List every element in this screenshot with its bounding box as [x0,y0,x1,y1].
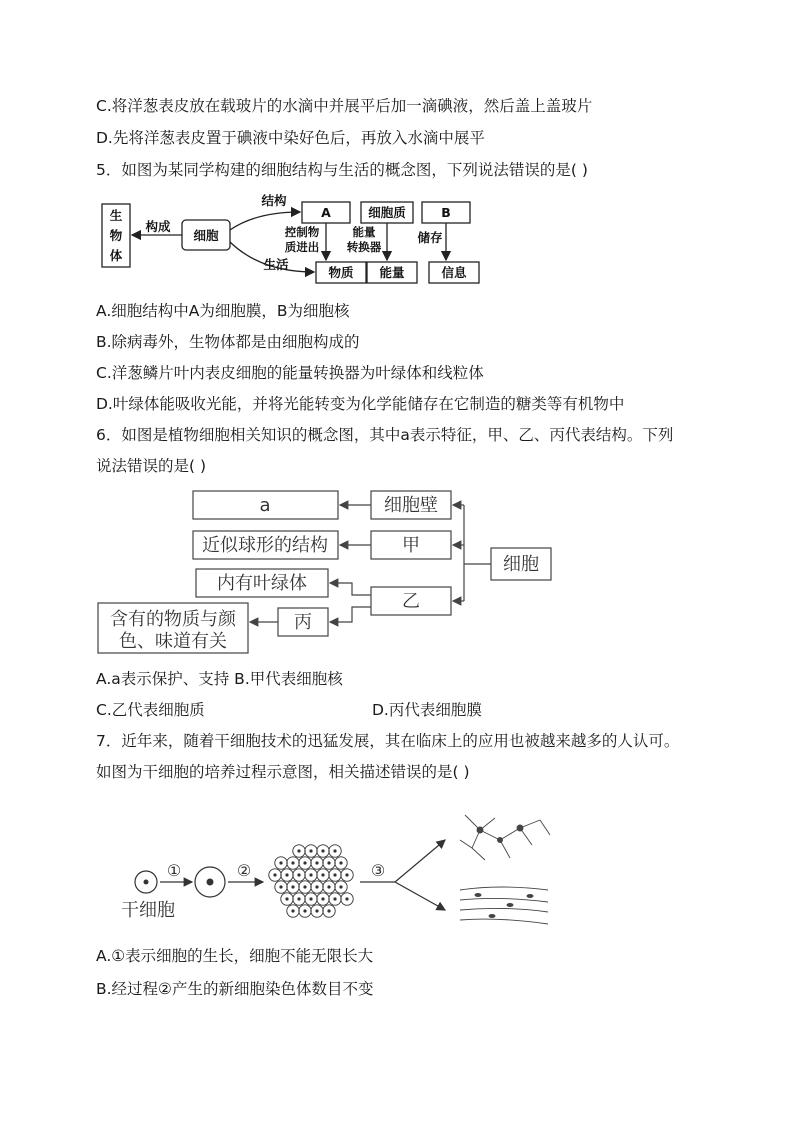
label-substance-2: 色、味道有关 [119,631,227,652]
stem-cell-label: 干细胞 [121,900,175,921]
cluster-nucleus [345,873,348,876]
organism-char-2: 物 [109,228,123,243]
label-matter: 物质 [328,265,354,280]
q7-option-b: B.经过程②产生的新细胞染色体数目不变 [96,980,374,998]
arrow-yi-bing [330,607,371,622]
cluster-nucleus [303,885,306,888]
cluster-nucleus [285,873,288,876]
label-cell: 细胞 [193,228,219,243]
label-cell: 细胞 [503,554,539,575]
cluster-nucleus [297,873,300,876]
q7-option-a: A.①表示细胞的生长，细胞不能无限长大 [96,947,374,965]
cluster-nucleus [321,873,324,876]
q7-stem-2: 如图为干细胞的培养过程示意图，相关描述错误的是( ) [96,763,470,781]
cluster-nucleus [279,885,282,888]
cluster-nucleus [291,861,294,864]
label-substance-1: 含有的物质与颜 [110,609,236,630]
step-2-label: ② [236,861,252,880]
q6-stem-1: 6．如图是植物细胞相关知识的概念图，其中a表示特征，甲、乙、丙代表结构。下列 [96,426,674,444]
cluster-nucleus [309,897,312,900]
cluster-nucleus [339,861,342,864]
cluster-nucleus [315,885,318,888]
arrow-to-nerve [395,840,445,882]
cluster-nucleus [285,897,288,900]
step-1-label: ① [166,861,182,880]
label-store: 储存 [417,230,443,245]
q5-option-b: B.除病毒外，生物体都是由细胞构成的 [96,333,360,351]
q4-option-d: D.先将洋葱表皮置于碘液中染好色后，再放入水滴中展平 [96,129,485,147]
q4-option-c: C.将洋葱表皮放在载玻片的水滴中并展平后加一滴碘液，然后盖上盖玻片 [96,97,593,115]
q6-option-c: C.乙代表细胞质 [96,701,205,719]
q5-option-d: D.叶绿体能吸收光能，并将光能转变为化学能储存在它制造的糖类等有机物中 [96,395,625,413]
label-bing: 丙 [294,612,312,633]
q6-stem-2: 说法错误的是( ) [96,457,207,475]
nerve-cells [460,815,550,860]
cluster-nucleus [333,897,336,900]
arrow-yi-chloro [330,583,371,595]
label-a: A [321,205,331,220]
cluster-nucleus [321,897,324,900]
label-life: 生活 [263,257,289,272]
label-energy-converter-2: 转换器 [346,240,382,254]
cluster-nucleus [291,909,294,912]
cluster-nucleus [345,897,348,900]
label-sphere: 近似球形的结构 [202,535,328,556]
label-structure: 结构 [261,193,287,208]
cluster-nucleus [333,849,336,852]
label-control-2: 质进出 [284,240,320,254]
cluster-nucleus [327,885,330,888]
organism-char-1: 生 [109,208,123,223]
cluster-nucleus [339,885,342,888]
label-energy: 能量 [379,265,405,280]
cluster-nucleus [327,909,330,912]
cluster-nucleus [297,849,300,852]
q5-stem: 5．如图为某同学构建的细胞结构与生活的概念图，下列说法错误的是( ) [96,161,588,179]
cluster-nucleus [309,849,312,852]
cluster-nucleus [315,909,318,912]
label-jia: 甲 [402,535,420,556]
cluster-nucleus [273,873,276,876]
q5-option-c: C.洋葱鳞片叶内表皮细胞的能量转换器为叶绿体和线粒体 [96,364,484,382]
label-cytoplasm: 细胞质 [368,205,406,220]
q5-concept-diagram [96,190,486,290]
q7-stem-1: 7．近年来，随着干细胞技术的迅猛发展，其在临床上的应用也被越来越多的人认可。 [96,732,680,750]
cluster-nucleus [333,873,336,876]
label-chloroplast: 内有叶绿体 [217,573,307,594]
label-control-1: 控制物 [284,225,320,239]
cluster-nucleus [279,861,282,864]
step-3-label: ③ [370,861,386,880]
label-b: B [441,205,451,220]
label-constitute: 构成 [145,219,171,234]
label-info: 信息 [441,265,467,280]
label-a: a [259,495,271,516]
cluster-nucleus [303,861,306,864]
organism-char-3: 体 [109,248,123,263]
cell-cluster [269,845,353,917]
cluster-nucleus [303,909,306,912]
cluster-nucleus [309,873,312,876]
cluster-nucleus [315,861,318,864]
cluster-nucleus [297,897,300,900]
cluster-nucleus [291,885,294,888]
cluster-nucleus [321,849,324,852]
q6-option-ab: A.a表示保护、支持 B.甲代表细胞核 [96,670,343,688]
muscle-cells [460,887,548,924]
q5-option-a: A.细胞结构中A为细胞膜，B为细胞核 [96,302,350,320]
q7-stem-cell-diagram [100,800,560,940]
arrow-to-muscle [395,882,445,910]
label-energy-converter-1: 能量 [352,225,376,239]
label-cell-wall: 细胞壁 [384,495,438,516]
cluster-nucleus [327,861,330,864]
q6-concept-diagram [96,483,556,658]
label-yi: 乙 [402,591,420,612]
q6-option-d: D.丙代表细胞膜 [372,701,482,719]
